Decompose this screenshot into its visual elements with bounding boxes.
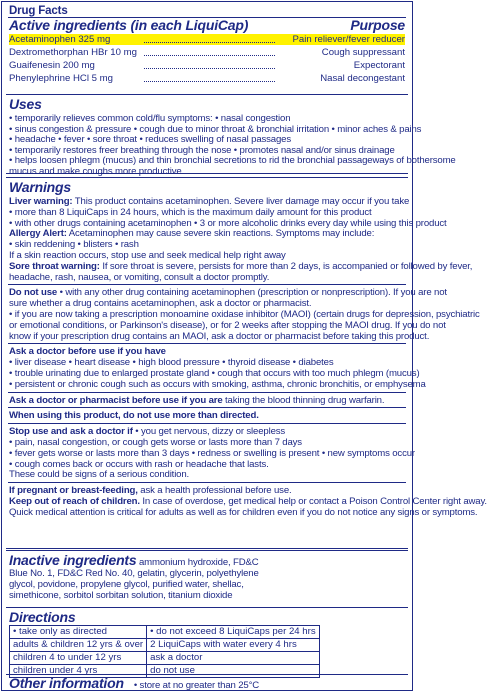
warning-text: In case of overdose, get medical help or contact a Poison Control Center right away.: [139, 496, 487, 507]
directions-table: [9, 625, 320, 678]
directions-row: [10, 639, 320, 652]
uses-line: • helps loosen phlegm (mucus) and thin bronchial secretions to rid the bronchial passageways of bothersome: [9, 155, 456, 167]
warning-line: [9, 250, 286, 261]
uses-line: • temporarily relieves common cold/flu symptoms: • nasal congestion: [9, 113, 291, 124]
inactive-heading: Inactive ingredients: [9, 552, 137, 568]
warning-line: [9, 320, 446, 331]
warning-text: or emotional conditions, or Parkinson's disease), or for 2 weeks after stopping the MAOI drug. If you do not: [9, 319, 446, 331]
section-divider: [8, 482, 406, 483]
leader-dots: [144, 42, 275, 43]
drug-facts-panel: [6, 4, 408, 90]
ingredient-row: [9, 73, 405, 84]
warning-text: • with any other drug containing acetaminophen (prescription or nonprescription). If you are not: [57, 287, 447, 299]
ingredient-row: [9, 47, 405, 58]
directions-row: [10, 626, 320, 639]
uses-heading: Uses: [9, 96, 42, 112]
other-info-line: [9, 676, 259, 691]
warning-line: [9, 196, 409, 207]
other-info-panel: [6, 674, 408, 690]
warning-text: • fever gets worse or lasts more than 3 days • redness or swelling is present • new symptoms occur: [9, 447, 415, 459]
warning-bold: Sore throat warning:: [9, 260, 100, 272]
ingredient-purpose: Cough suppressant: [321, 47, 405, 58]
inactive-panel: [6, 550, 408, 608]
other-info-text: • store at no greater than 25°C: [133, 680, 260, 691]
warning-line: [9, 437, 302, 448]
directions-row: [10, 652, 320, 665]
warning-text: Acetaminophen may cause severe skin reactions. Symptoms may include:: [66, 228, 375, 240]
warning-line: [9, 426, 285, 437]
warning-line: [9, 239, 139, 250]
other-info-heading: Other information: [9, 675, 124, 691]
warning-text: • trouble urinating due to enlarged prostate gland • cough that occurs with too much phlegm (mucus): [9, 368, 420, 379]
ingredient-purpose: Expectorant: [353, 60, 405, 71]
warning-line: [9, 410, 259, 421]
warning-text: • more than 8 LiquiCaps in 24 hours, which is the maximum daily amount for this product: [9, 206, 372, 218]
purpose-heading: Purpose: [350, 17, 405, 33]
warning-bold: Stop use and ask a doctor if: [9, 426, 133, 438]
directions-panel: [6, 608, 408, 674]
directions-cell: ask a doctor: [147, 652, 320, 665]
warning-text: headache, rash, nausea, or vomiting, consult a doctor promptly.: [9, 271, 270, 283]
warning-text: know if your prescription drug contains an MAOI, ask a doctor or pharmacist before taking this product.: [9, 330, 430, 342]
section-divider: [8, 284, 406, 285]
section-divider: [8, 392, 406, 393]
warning-text: If sore throat is severe, persists for more than 2 days, is accompanied or followed by fever,: [99, 260, 473, 272]
inactive-text: [9, 553, 259, 568]
ingredient-name: Phenylephrine HCl 5 mg: [9, 73, 113, 84]
warning-bold: Ask a doctor or pharmacist before use if you are: [9, 394, 223, 406]
warning-text: These could be signs of a serious condition.: [9, 469, 190, 481]
warning-bold: Liver warning:: [9, 196, 73, 207]
warnings-panel: [6, 177, 487, 549]
warning-bold: Do not use: [9, 287, 58, 299]
directions-cell: adults & children 12 yrs & over: [10, 639, 147, 652]
warning-text: If a skin reaction occurs, stop use and seek medical help right away: [9, 250, 286, 261]
warning-line: [9, 469, 189, 480]
warning-text: This product contains acetaminophen. Severe liver damage may occur if you take: [72, 196, 410, 207]
ingredient-row: [9, 34, 405, 45]
ingredient-purpose: Nasal decongestant: [320, 73, 405, 84]
warning-line: [9, 346, 166, 357]
warning-line: [9, 496, 487, 507]
warnings-heading: Warnings: [9, 179, 71, 195]
ingredient-name: Acetaminophen 325 mg: [9, 34, 111, 45]
drug-facts-title: Drug Facts: [9, 5, 68, 17]
warning-line: [9, 379, 426, 390]
warning-line: [9, 357, 333, 368]
warning-line: [9, 298, 311, 309]
directions-cell: • do not exceed 8 LiquiCaps per 24 hrs: [147, 626, 320, 639]
warning-text: • if you are now taking a prescription monoamine oxidase inhibitor (MAOI) (certain drugs for depression, psychiatric: [9, 309, 480, 320]
warning-text: Quick medical attention is critical for adults as well as for children even if you do not notice any signs or symptoms.: [9, 506, 478, 518]
warning-line: [9, 309, 480, 320]
warning-line: [9, 459, 269, 470]
inactive-line: ammonium hydroxide, FD&C: [136, 557, 259, 568]
warning-text: • you get nervous, dizzy or sleepless: [132, 426, 286, 438]
warning-line: [9, 368, 420, 379]
leader-dots: [144, 81, 275, 82]
section-divider: [8, 423, 406, 424]
warning-line: [9, 228, 374, 239]
warning-text: sure whether a drug contains acetaminophen, ask a doctor or pharmacist.: [9, 298, 312, 310]
warning-line: [9, 261, 472, 272]
warning-line: [9, 207, 372, 218]
uses-line: mucus and make coughs more productive.: [9, 166, 185, 177]
uses-line: • temporarily restores freer breathing through the nose • promotes nasal and/or sinus drainage: [9, 144, 395, 156]
inactive-line: glycol, povidone, propylene glycol, purified water, shellac,: [9, 579, 244, 590]
warning-line: [9, 272, 269, 283]
warning-line: [9, 218, 447, 229]
warning-line: [9, 448, 415, 459]
section-divider: [8, 343, 406, 344]
ingredient-name: Guaifenesin 200 mg: [9, 60, 95, 71]
warning-text: • liver disease • heart disease • high blood pressure • thyroid disease • diabetes: [9, 357, 334, 369]
warning-text: ask a health professional before use.: [137, 485, 292, 497]
active-ingredients-heading: Active ingredients (in each LiquiCap): [9, 17, 249, 33]
warning-bold: Keep out of reach of children.: [9, 496, 140, 507]
warning-text: taking the blood thinning drug warfarin.: [222, 394, 385, 406]
warning-bold: Ask a doctor before use if you have: [9, 346, 166, 358]
directions-cell: children under 4 yrs: [10, 665, 147, 678]
leader-dots: [144, 55, 275, 56]
warning-bold: Allergy Alert:: [9, 228, 67, 240]
drug-facts-label: [1, 1, 487, 691]
warning-bold: If pregnant or breast-feeding,: [9, 485, 138, 497]
warning-line: [9, 507, 477, 518]
inactive-line: simethicone, sorbitol sorbitan solution, titanium dioxide: [9, 590, 233, 601]
ingredient-row: [9, 60, 405, 71]
uses-line: • headache • fever • sore throat • reduces swelling of nasal passages: [9, 134, 292, 146]
warning-line: [9, 395, 384, 406]
warning-line: [9, 331, 429, 342]
warning-text: • skin reddening • blisters • rash: [9, 239, 139, 251]
directions-heading: Directions: [9, 609, 76, 625]
directions-cell: do not use: [147, 665, 320, 678]
uses-panel: [6, 94, 456, 177]
ingredient-name: Dextromethorphan HBr 10 mg: [9, 47, 137, 58]
ingredient-purpose: Pain reliever/fever reducer: [292, 34, 405, 45]
warning-text: • persistent or chronic cough such as occurs with smoking, asthma, chronic bronchitis, or emphysema: [9, 378, 426, 390]
warning-text: • pain, nasal congestion, or cough gets worse or lasts more than 7 days: [9, 437, 302, 448]
directions-cell: children 4 to under 12 yrs: [10, 652, 147, 665]
warning-bold: When using this product, do not use more than directed.: [9, 410, 259, 422]
inactive-line: Blue No. 1, FD&C Red No. 40, gelatin, glycerin, polyethylene: [9, 568, 259, 579]
directions-cell: 2 LiquiCaps with water every 4 hrs: [147, 639, 320, 652]
leader-dots: [144, 68, 275, 69]
warning-line: [9, 287, 447, 298]
warning-line: [9, 485, 292, 496]
directions-cell: • take only as directed: [10, 626, 147, 639]
warning-text: • with other drugs containing acetaminophen • 3 or more alcoholic drinks every day while using this product: [9, 217, 447, 229]
section-divider: [8, 407, 406, 408]
warning-text: • cough comes back or occurs with rash or headache that lasts.: [9, 458, 269, 470]
uses-line: • sinus congestion & pressure • cough due to minor throat & bronchial irritation • minor aches & pains: [9, 123, 422, 135]
